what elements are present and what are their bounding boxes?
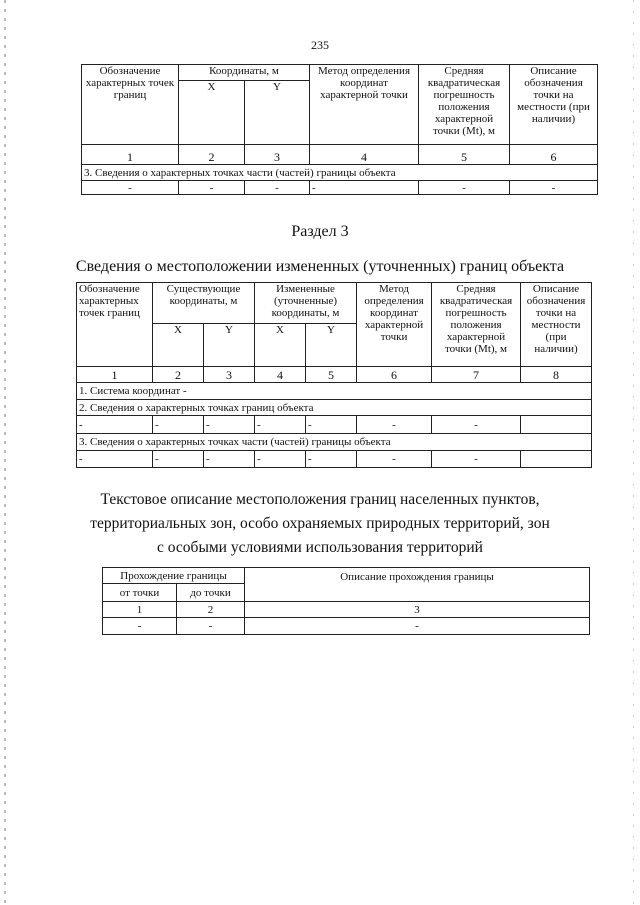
column-number: 3 — [204, 367, 255, 383]
header-x: X — [255, 324, 306, 367]
column-number: 6 — [510, 145, 598, 165]
section-title: Раздел 3 — [291, 223, 349, 240]
header-x: X — [153, 324, 204, 367]
column-number: 2 — [153, 367, 204, 383]
header-description: Описание обозначения точки на местности (при наличии) — [510, 65, 598, 145]
column-number: 1 — [103, 602, 177, 618]
table-cell: - — [153, 416, 204, 434]
table-cell: - — [82, 181, 179, 195]
text-description-heading-line1: Текстовое описание местоположения границ населенных пунктов, — [100, 491, 540, 508]
table-cell: - — [177, 618, 245, 635]
header-boundary-passage: Прохождение границы — [103, 568, 245, 584]
column-number: 2 — [179, 145, 245, 165]
header-coordinates: Координаты, м — [179, 65, 310, 81]
table-cell: - — [357, 451, 432, 468]
column-number: 1 — [77, 367, 153, 383]
table-cell: - — [245, 618, 590, 635]
header-y: Y — [245, 81, 310, 145]
table-cell: - — [255, 416, 306, 434]
scan-edge-right — [633, 0, 634, 905]
header-x: X — [179, 81, 245, 145]
table-cell: - — [306, 451, 357, 468]
header-y: Y — [204, 324, 255, 367]
header-description: Описание обозначения точки на местности (при наличии) — [521, 283, 592, 367]
header-to-point: до точки — [177, 584, 245, 602]
table-row — [77, 367, 592, 383]
coordinate-system-row: 1. Система координат - — [77, 383, 592, 400]
table-cell: - — [357, 416, 432, 434]
table-row — [82, 145, 598, 165]
table-cell — [521, 451, 592, 468]
section-row: 2. Сведения о характерных точках границ объекта — [77, 400, 592, 416]
table-row — [77, 416, 592, 434]
table-row — [82, 181, 598, 195]
header-existing-coordinates: Существующие координаты, м — [153, 283, 255, 324]
header-passage-description: Описание прохождения границы — [245, 568, 590, 602]
header-method: Метод определения координат характерной точки — [310, 65, 419, 145]
column-number: 5 — [419, 145, 510, 165]
table-cell: - — [179, 181, 245, 195]
table-cell — [521, 416, 592, 434]
table-cell: - — [77, 451, 153, 468]
table-cell: - — [77, 416, 153, 434]
column-number: 7 — [432, 367, 521, 383]
table-cell: - — [255, 451, 306, 468]
table-cell: - — [306, 416, 357, 434]
header-method: Метод определения координат характерной точки — [357, 283, 432, 367]
table-cell: - — [432, 416, 521, 434]
header-error: Средняя квадратическая погрешность положения характерной точки (Mt), м — [432, 283, 521, 367]
section-row: 3. Сведения о характерных точках части (частей) границы объекта — [82, 165, 598, 181]
column-number: 4 — [255, 367, 306, 383]
table-row — [77, 451, 592, 468]
header-error: Средняя квадратическая погрешность положения характерной точки (Mt), м — [419, 65, 510, 145]
column-number: 4 — [310, 145, 419, 165]
page-number: 235 — [311, 38, 329, 52]
table-boundary-passage — [102, 567, 590, 635]
table-cell: - — [419, 181, 510, 195]
section-subtitle: Сведения о местоположении измененных (уточненных) границ объекта — [75, 258, 565, 275]
column-number: 5 — [306, 367, 357, 383]
table-cell: - — [204, 451, 255, 468]
table-row — [103, 618, 590, 635]
header-changed-coordinates: Измененные (уточненные) координаты, м — [255, 283, 357, 324]
column-number: 3 — [245, 145, 310, 165]
text-description-heading-line3: с особыми условиями использования территорий — [157, 539, 483, 556]
table-changed-boundaries — [76, 282, 592, 468]
table-cell: - — [510, 181, 598, 195]
table-cell: - — [310, 181, 419, 195]
table-cell: - — [245, 181, 310, 195]
scan-edge-left — [4, 0, 6, 905]
text-description-heading-line2: территориальных зон, особо охраняемых природных территорий, зон — [90, 515, 550, 532]
table-cell: - — [103, 618, 177, 635]
table-row — [103, 602, 590, 618]
table-cell: - — [204, 416, 255, 434]
column-number: 2 — [177, 602, 245, 618]
header-point-designation: Обозначение характерных точек границ — [82, 65, 179, 145]
table-cell: - — [432, 451, 521, 468]
header-point-designation: Обозначение характерных точек границ — [77, 283, 153, 367]
section-row: 3. Сведения о характерных точках части (частей) границы объекта — [77, 434, 592, 451]
table-cell: - — [153, 451, 204, 468]
column-number: 6 — [357, 367, 432, 383]
header-y: Y — [306, 324, 357, 367]
column-number: 1 — [82, 145, 179, 165]
column-number: 8 — [521, 367, 592, 383]
header-from-point: от точки — [103, 584, 177, 602]
column-number: 3 — [245, 602, 590, 618]
table-characteristic-points — [81, 64, 598, 195]
